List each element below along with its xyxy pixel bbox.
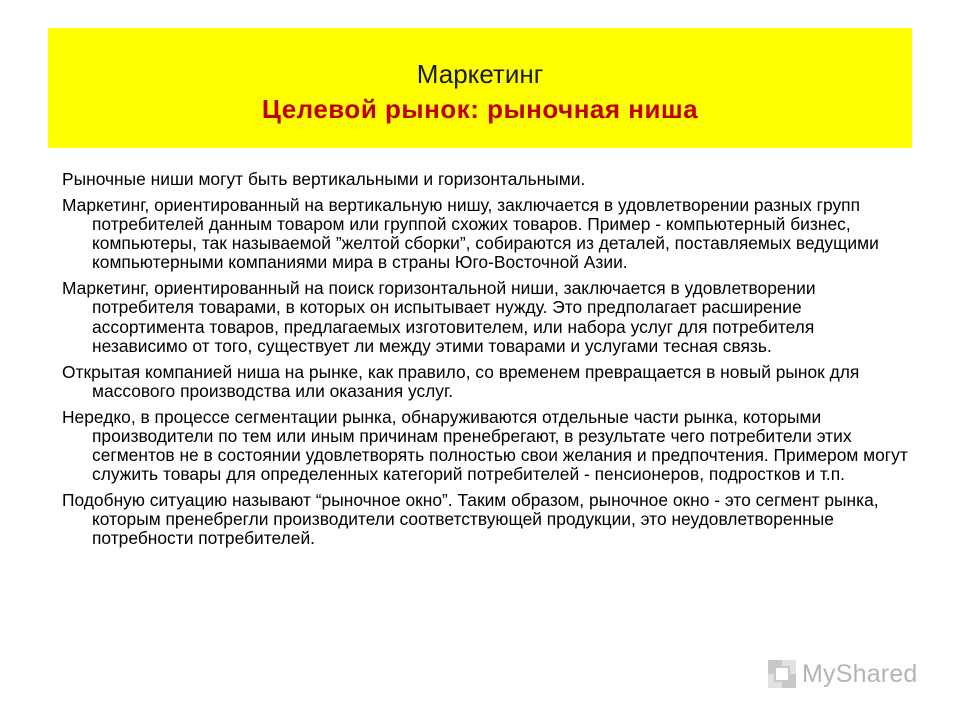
myshared-logo-text: MyShared <box>802 659 918 688</box>
paragraph-segmentation: Нередко, в процессе сегментации рынка, обнаруживаются отдельные части рынка, которыми производители по тем или иным причинам пренебрегают, в результате чего потребители этих сегментов не в состоянии удовлетворять полностью свои желания и предпочтения. Примером могут служить товары для определенных категорий потребителей - пенсионеров, подростков и т.п. <box>62 406 908 485</box>
paragraph-market-window: Подобную ситуацию называют “рыночное окно”. Таким образом, рыночное окно - это сегмент рынка, которым пренебрегли производители соответствующей продукции, это неудовлетворенные потребности потребителей. <box>62 490 879 549</box>
paragraph-niche-types: Рыночные ниши могут быть вертикальными и горизонтальными. <box>62 169 586 189</box>
myshared-watermark <box>766 657 918 691</box>
slide-body <box>62 170 912 555</box>
myshared-logo-icon <box>766 658 798 690</box>
paragraph-open-niche: Открытая компанией ниша на рынке, как правило, со временем превращается в новый рынок для массового производства или оказания услуг. <box>62 361 860 401</box>
paragraph-vertical-niche: Маркетинг, ориентированный на вертикальную нишу, заключается в удовлетворении разных групп потребителей данным товаром или группой схожих товаров. Пример - компьютерный бизнес, компьютеры, так называемой ”желтой сборки”, собираются из деталей, поставляемых ведущими компьютерными компаниями мира в страны Юго-Восточной Азии. <box>62 194 879 273</box>
paragraph-horizontal-niche: Маркетинг, ориентированный на поиск горизонтальной ниши, заключается в удовлетворении потребителя товарами, в которых он испытывает нужду. Это предполагает расширение ассортимента товаров, предлагаемых изготовителем, или набора услуг для потребителя независимо от того, существует ли между этими товарами и услугами тесная связь. <box>62 278 816 356</box>
slide-subtitle: Целевой рынок: рыночная ниша <box>261 94 699 124</box>
slide-title: Маркетинг <box>416 59 544 89</box>
title-banner <box>48 28 912 148</box>
